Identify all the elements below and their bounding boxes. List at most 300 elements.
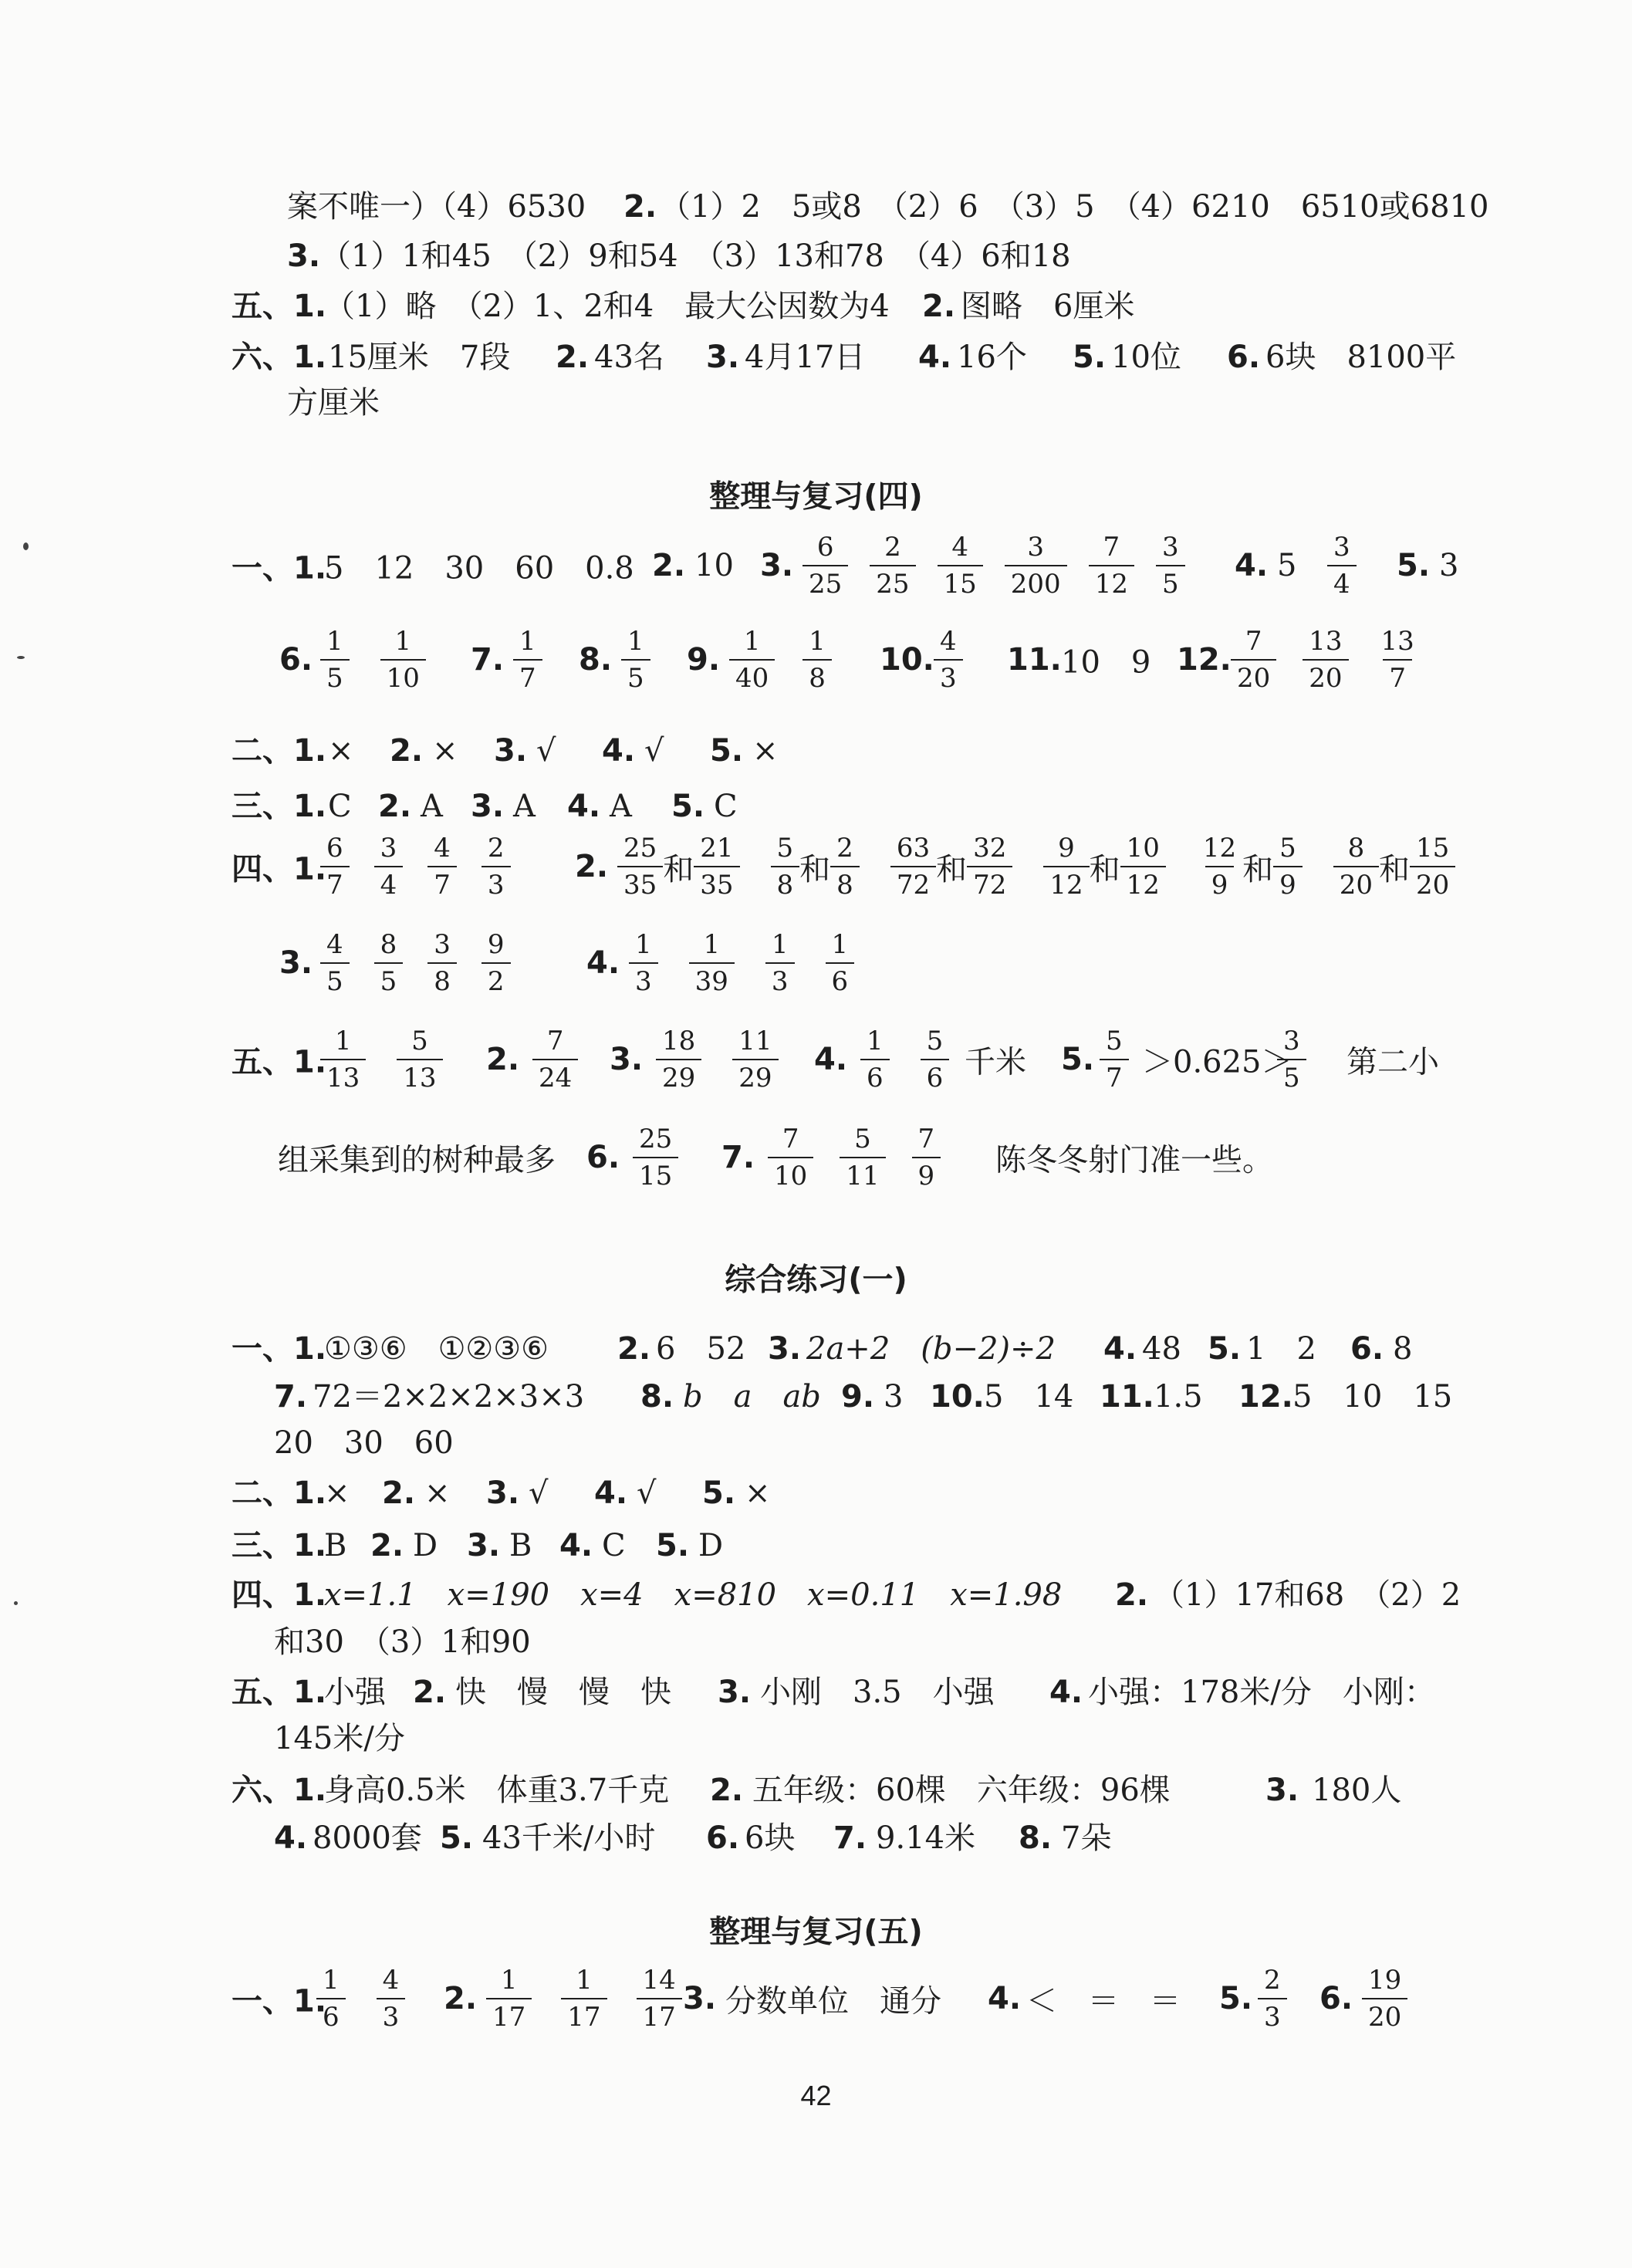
denominator: 20 (1303, 659, 1348, 691)
fraction (1362, 1965, 1407, 2033)
numerator: 5 (1279, 833, 1296, 864)
answer-line (0, 832, 1632, 901)
item-number: 2. (556, 340, 590, 375)
answer-text: 10 (694, 548, 734, 583)
numerator: 1 (323, 1965, 340, 1996)
answer-text: （1）2 5或8 （2）6 （3）5 （4）6210 6510或6810 (660, 189, 1489, 225)
denominator: 39 (689, 962, 735, 995)
denominator: 8 (427, 962, 457, 995)
denominator: 6 (921, 1059, 950, 1091)
fraction (768, 1126, 813, 1189)
fraction-group (320, 626, 426, 694)
denominator: 10 (768, 1157, 813, 1189)
answer-text: 3 (884, 1379, 904, 1415)
answer-text: 9.14米 (876, 1820, 976, 1856)
answer-text: 6块 (745, 1820, 796, 1856)
fraction (513, 626, 542, 694)
numerator: 1 (867, 1026, 884, 1056)
fraction (830, 833, 860, 901)
fraction (532, 1028, 578, 1091)
fraction (656, 1028, 701, 1091)
answer-text: ①③⑥ ①②③⑥ (324, 1331, 549, 1367)
fraction-pair (1197, 833, 1303, 901)
fraction (1197, 833, 1242, 901)
item-number: 10. (880, 642, 934, 678)
answer-text: 身高0.5米 体重3.7千克 (324, 1773, 670, 1808)
denominator: 15 (633, 1157, 678, 1189)
answer-text: 72＝2×2×2×3×3 (313, 1379, 585, 1415)
item-number: 4. (1235, 548, 1269, 583)
fraction (633, 1126, 678, 1189)
denominator: 2 (481, 962, 511, 995)
denominator: 35 (694, 866, 739, 898)
denominator: 7 (1383, 659, 1412, 691)
answer-text: √ (529, 1475, 549, 1511)
item-number: 5. (656, 1528, 690, 1563)
item-number: 3. (279, 945, 313, 981)
fraction (1100, 1028, 1129, 1091)
answer-text: 180人 (1312, 1773, 1402, 1808)
denominator: 17 (637, 1998, 682, 2030)
section-label: 二、1. (231, 733, 327, 769)
answer-text: × (324, 1475, 350, 1511)
fraction (1089, 532, 1134, 600)
fraction-group (486, 1965, 682, 2033)
answer-text: 3 (1439, 548, 1459, 583)
fraction (397, 1028, 442, 1091)
fraction (513, 626, 542, 694)
item-number: 4. (918, 340, 952, 375)
numerator: 6 (816, 532, 834, 563)
numerator: 25 (623, 833, 657, 864)
item-number: 3. (494, 733, 528, 769)
answer-line (0, 928, 1632, 998)
numerator: 7 (1245, 626, 1262, 657)
answer-text: A (610, 789, 632, 824)
denominator: 17 (561, 1998, 607, 2030)
answer-text: 陈冬冬射门准一些。 (995, 1142, 1273, 1178)
item-number: 6. (1227, 340, 1261, 375)
answer-text: × (752, 733, 779, 769)
item-number: 2. (378, 789, 412, 824)
fraction (1120, 833, 1166, 901)
denominator: 12 (1120, 866, 1166, 898)
fraction-pair (1043, 833, 1166, 901)
answer-text: 16个 (957, 340, 1027, 375)
denominator: 13 (320, 1059, 366, 1091)
numerator: 2 (487, 833, 505, 864)
numerator: 5 (926, 1026, 944, 1056)
item-number: 5. (702, 1475, 736, 1511)
fraction-group (320, 931, 511, 995)
section-label: 二、1. (231, 1475, 327, 1511)
numerator: 5 (776, 833, 794, 864)
item-number: 9. (841, 1379, 875, 1415)
answer-text: 五年级：60棵 六年级：96棵 (752, 1773, 1171, 1808)
answer-text: 48 (1142, 1331, 1181, 1367)
fraction-group (768, 1126, 941, 1189)
answer-text: C (602, 1528, 626, 1563)
item-number: 11. (1100, 1379, 1154, 1415)
answer-text: C (714, 789, 738, 824)
section-label: 一、1. (231, 1983, 327, 2020)
fraction (486, 1965, 532, 2033)
item-number: 4. (1103, 1331, 1137, 1367)
fraction (377, 1965, 406, 2033)
section-label: 六、1. (231, 340, 327, 375)
fraction (1043, 833, 1089, 901)
fraction (1277, 1028, 1306, 1091)
denominator: 15 (938, 565, 983, 597)
fraction (1327, 532, 1357, 600)
answer-text: 分数单位 通分 (725, 1983, 941, 2020)
answer-text: 7朵 (1061, 1820, 1112, 1856)
fraction (561, 1965, 607, 2033)
item-number: 2. (390, 733, 424, 769)
fraction (316, 1965, 346, 2033)
numerator: 13 (1380, 626, 1414, 657)
numerator: 1 (831, 929, 849, 960)
fraction-group (316, 1965, 405, 2033)
item-number: 11. (1007, 642, 1062, 678)
fraction (374, 833, 404, 901)
fraction (1231, 626, 1276, 694)
connector-text: 和 (936, 851, 968, 887)
item-number: 3. (610, 1042, 644, 1077)
numerator: 3 (1283, 1026, 1300, 1056)
answer-line (0, 531, 1632, 600)
fraction-pair (890, 833, 1013, 901)
item-number: 4. (594, 1475, 628, 1511)
item-number: 3. (768, 1331, 802, 1367)
denominator: 25 (802, 565, 848, 597)
item-number: 2. (444, 1981, 478, 2016)
answer-text: 43千米/小时 (482, 1820, 656, 1856)
denominator: 5 (1277, 1059, 1306, 1091)
fraction (912, 1126, 941, 1189)
item-number: 2. (623, 189, 657, 225)
fraction (320, 931, 350, 995)
section-label: 六、1. (231, 1773, 327, 1808)
answer-text: 第二小 (1346, 1044, 1439, 1080)
fraction (1410, 833, 1455, 901)
answer-text: D (698, 1528, 724, 1563)
item-number: 8. (579, 642, 613, 678)
connector-text: 和 (799, 851, 831, 887)
numerator: 13 (1309, 626, 1343, 657)
fraction (802, 626, 832, 694)
denominator: 9 (1273, 866, 1303, 898)
connector-text: 和 (1242, 851, 1274, 887)
denominator: 13 (397, 1059, 442, 1091)
section-label: 五、1. (231, 289, 327, 324)
numerator: 8 (1347, 833, 1365, 864)
numerator: 63 (896, 833, 931, 864)
answer-text: × (432, 733, 458, 769)
denominator: 8 (771, 866, 800, 898)
numerator: 1 (500, 1965, 518, 1996)
denominator: 7 (513, 659, 542, 691)
numerator: 10 (1126, 833, 1160, 864)
fraction (1303, 626, 1348, 694)
numerator: 1 (519, 626, 536, 657)
answer-text: 案不唯一）（4）6530 (287, 189, 586, 225)
item-number: 2. (486, 1042, 520, 1077)
denominator: 3 (765, 962, 795, 995)
answer-text: b a ab (683, 1379, 821, 1415)
item-number: 3. (706, 340, 740, 375)
fraction (1362, 1965, 1407, 2033)
item-number: 7. (471, 642, 505, 678)
fraction (1258, 1965, 1287, 2033)
denominator: 4 (1327, 565, 1357, 597)
fraction-pair (617, 833, 740, 901)
answer-text: × (745, 1475, 771, 1511)
item-number: 12. (1238, 1379, 1293, 1415)
item-number: 2. (1115, 1577, 1149, 1613)
item-number: 2. (575, 849, 609, 884)
item-number: 2. (617, 1331, 651, 1367)
item-number: 10. (930, 1379, 985, 1415)
fraction-group (860, 1028, 949, 1091)
fraction (694, 833, 739, 901)
fraction (1156, 532, 1185, 600)
answer-text: 5 12 30 60 0.8 (324, 550, 634, 586)
denominator: 29 (656, 1059, 701, 1091)
numerator: 18 (662, 1026, 696, 1056)
section-label: 四、1. (231, 1577, 327, 1613)
answer-text: 组采集到的树种最多 (278, 1142, 556, 1178)
denominator: 3 (377, 1998, 406, 2030)
numerator: 6 (326, 833, 343, 864)
numerator: 32 (973, 833, 1007, 864)
answer-text: 小强：178米/分 小刚： (1088, 1675, 1435, 1710)
item-number: 6. (1319, 1981, 1353, 2016)
denominator: 5 (320, 659, 350, 691)
answer-text: ＞0.625＞ (1142, 1044, 1292, 1080)
denominator: 5 (374, 962, 404, 995)
numerator: 3 (1161, 532, 1179, 563)
section-title: 整理与复习(五) (709, 1914, 923, 1950)
fraction (938, 532, 983, 600)
denominator: 9 (912, 1157, 941, 1189)
denominator: 7 (427, 866, 457, 898)
answer-line (0, 1964, 1632, 2033)
item-number: 6. (586, 1140, 620, 1175)
item-number: 2. (652, 548, 686, 583)
denominator: 5 (621, 659, 650, 691)
answer-text: （1）略 （2）1、2和4 最大公因数为4 (324, 289, 890, 324)
fraction (771, 833, 800, 901)
fraction (921, 1028, 950, 1091)
numerator: 4 (940, 626, 957, 657)
answer-text: 10位 (1111, 340, 1181, 375)
denominator: 29 (732, 1059, 778, 1091)
answer-text: A (421, 789, 443, 824)
answer-text: √ (644, 733, 664, 769)
answer-line (0, 1123, 1632, 1192)
denominator: 7 (320, 866, 350, 898)
answer-text: 10 9 (1061, 644, 1151, 681)
answer-text: x=1.1 x=190 x=4 x=810 x=0.11 x=1.98 (324, 1577, 1063, 1613)
numerator: 4 (434, 833, 451, 864)
item-number: 6. (1350, 1331, 1384, 1367)
numerator: 1 (635, 929, 652, 960)
answer-text: 20 30 60 (274, 1425, 454, 1461)
item-number: 3. (486, 1475, 520, 1511)
fraction (633, 1126, 678, 1189)
fraction (621, 626, 650, 694)
fraction (732, 1028, 778, 1091)
fraction (380, 626, 426, 694)
denominator: 24 (532, 1059, 578, 1091)
numerator: 12 (1202, 833, 1237, 864)
numerator: 21 (700, 833, 734, 864)
numerator: 1 (771, 929, 789, 960)
answer-text: B (324, 1528, 347, 1563)
numerator: 8 (380, 929, 397, 960)
item-number: 2. (710, 1773, 744, 1808)
denominator: 20 (1410, 866, 1455, 898)
item-number: 5. (1397, 548, 1431, 583)
answer-text: 43名 (594, 340, 664, 375)
denominator: 12 (1089, 565, 1134, 597)
fraction (689, 931, 735, 995)
item-number: 4. (586, 945, 620, 981)
numerator: 1 (743, 626, 761, 657)
section-label: 五、1. (231, 1044, 327, 1080)
connector-text: 和 (663, 851, 694, 887)
answer-text: 8 (1393, 1331, 1413, 1367)
fraction (427, 833, 457, 901)
answer-text: A (513, 789, 536, 824)
item-number: 3. (718, 1675, 752, 1710)
fraction (320, 1028, 366, 1091)
item-number: 3. (471, 789, 505, 824)
denominator: 72 (967, 866, 1012, 898)
fraction-pair (1333, 833, 1456, 901)
fraction (1333, 833, 1379, 901)
denominator: 6 (316, 1998, 346, 2030)
numerator: 19 (1368, 1965, 1402, 1996)
answer-text: 8000套 (313, 1820, 422, 1856)
answer-line (0, 625, 1632, 695)
answer-text: √ (536, 733, 556, 769)
item-number: 5. (1073, 340, 1107, 375)
item-number: 3. (467, 1528, 501, 1563)
fraction-group (320, 1028, 443, 1091)
item-number: 4. (602, 733, 636, 769)
numerator: 1 (576, 1965, 593, 1996)
answer-text: ＜ ＝ ＝ (1026, 1983, 1181, 2020)
fraction (1005, 532, 1067, 600)
fraction-group (729, 626, 832, 694)
denominator: 25 (870, 565, 915, 597)
fraction (374, 931, 404, 995)
numerator: 25 (639, 1124, 673, 1154)
item-number: 5. (671, 789, 705, 824)
item-number: 2. (922, 289, 956, 324)
answer-text: 1 2 (1246, 1331, 1316, 1367)
connector-text: 和 (1089, 851, 1120, 887)
denominator: 20 (1362, 1998, 1407, 2030)
fraction-group (320, 833, 511, 901)
fraction (802, 532, 848, 600)
answer-text: 15厘米 7段 (328, 340, 511, 375)
fraction-group (656, 1028, 779, 1091)
fraction (1273, 833, 1303, 901)
numerator: 3 (1333, 532, 1350, 563)
denominator: 72 (890, 866, 936, 898)
fraction (320, 626, 350, 694)
denominator: 5 (1156, 565, 1185, 597)
item-number: 7. (833, 1820, 867, 1856)
item-number: 2. (413, 1675, 447, 1710)
item-number: 7. (274, 1379, 308, 1415)
answer-text: 1.5 (1154, 1379, 1203, 1415)
denominator: 200 (1005, 565, 1067, 597)
section-title: 整理与复习(四) (709, 478, 923, 515)
numerator: 1 (326, 626, 343, 657)
numerator: 3 (434, 929, 451, 960)
item-number: 5. (440, 1820, 474, 1856)
denominator: 11 (840, 1157, 885, 1189)
fraction (1277, 1028, 1306, 1091)
answer-text: 图略 6厘米 (961, 289, 1135, 324)
item-number: 6. (706, 1820, 740, 1856)
numerator: 1 (703, 929, 721, 960)
item-number: 5. (1219, 1981, 1253, 2016)
numerator: 5 (411, 1026, 428, 1056)
section-label: 一、1. (231, 550, 327, 586)
item-number: 4. (988, 1981, 1022, 2016)
answer-text: （1）17和68 （2）2 (1154, 1577, 1461, 1613)
denominator: 8 (830, 866, 860, 898)
denominator: 4 (374, 866, 404, 898)
section-title: 综合练习(一) (725, 1262, 907, 1298)
numerator: 14 (642, 1965, 676, 1996)
numerator: 7 (1103, 532, 1120, 563)
answer-text: 6块 8100平 (1265, 340, 1457, 375)
answer-text: 2a+2 (b−2)÷2 (806, 1331, 1056, 1367)
item-number: 2. (382, 1475, 416, 1511)
numerator: 9 (1058, 833, 1075, 864)
denominator: 20 (1333, 866, 1379, 898)
fraction (617, 833, 663, 901)
fraction (870, 532, 915, 600)
fraction (621, 626, 650, 694)
answer-text: 4月17日 (745, 340, 866, 375)
section-label: 三、1. (231, 1528, 327, 1563)
item-number: 4. (559, 1528, 593, 1563)
item-number: 9. (687, 642, 721, 678)
section-label: 三、1. (231, 789, 327, 824)
denominator: 9 (1205, 866, 1235, 898)
answer-text: 千米 (965, 1044, 1026, 1080)
fraction-group (1231, 626, 1421, 694)
answer-text: 5 14 (984, 1379, 1074, 1415)
fraction (826, 931, 855, 995)
fraction (967, 833, 1012, 901)
numerator: 4 (382, 1965, 400, 1996)
item-number: 7. (721, 1140, 755, 1175)
fraction-group (802, 532, 1185, 600)
fraction (934, 626, 963, 694)
answer-text: 小强 (324, 1675, 386, 1710)
denominator: 6 (826, 962, 855, 995)
numerator: 3 (380, 833, 397, 864)
denominator: 3 (481, 866, 511, 898)
